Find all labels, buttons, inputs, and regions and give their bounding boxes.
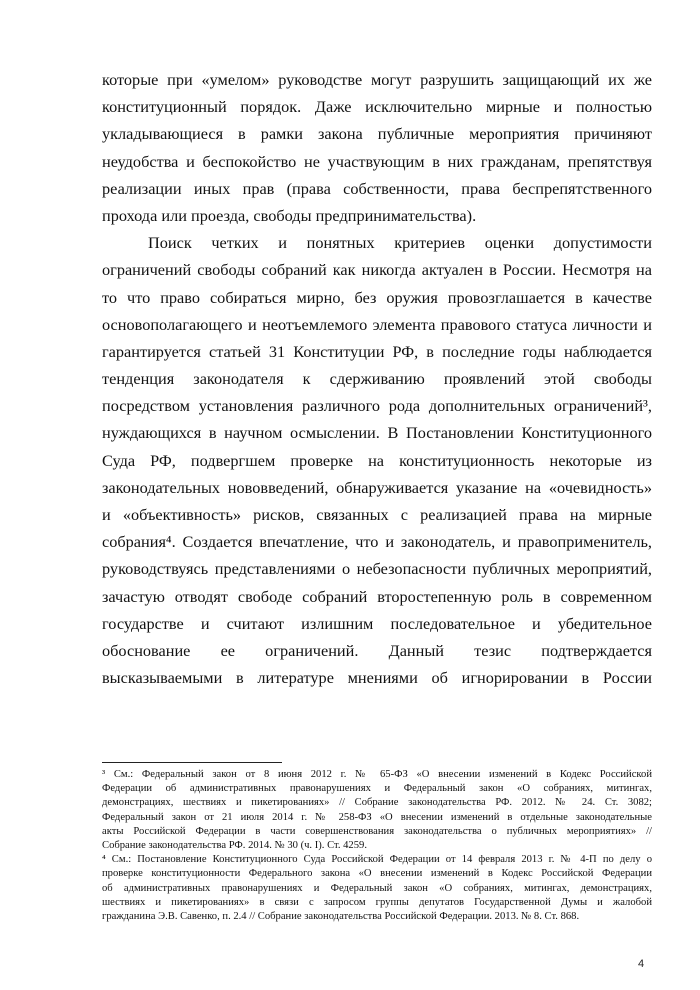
- body-line: руководствуясь представлениями о небезопасности публичных мероприятий,: [102, 559, 652, 579]
- body-line: ограничений свободы собраний как никогда актуален в России. Несмотря на: [102, 260, 652, 280]
- body-line: государстве и считают излишним последовательное и убедительное: [102, 613, 652, 633]
- body-line: тенденция законодателя к сдерживанию проявлений этой свободы: [102, 369, 652, 389]
- body-line: неудобства и беспокойство не участвующим в них гражданам, препятствуя: [102, 151, 652, 171]
- footnote-line: шествиях и пикетированиях» в связи с запросом группы депутатов Государственной Думы и жалобой: [102, 896, 652, 908]
- footnote-line: проверке конституционности Федерального закона «О внесении изменений в Кодекс Российской Федерации: [102, 868, 652, 880]
- body-text: [102, 66, 652, 691]
- body-line: основополагающего и неотъемлемого элемента правового статуса личности и: [102, 314, 652, 334]
- page-number: 4: [638, 958, 645, 970]
- body-line: конституционный порядок. Даже исключительно мирные и полностью: [102, 97, 652, 117]
- footnotes: [102, 768, 652, 924]
- body-line: которые при «умелом» руководстве могут разрушить защищающий их же: [102, 70, 652, 89]
- body-line: обоснование ее ограничений. Данный тезис подтверждается: [102, 640, 652, 660]
- body-line: Суда РФ, подвергшем проверке на конституционность некоторые из: [102, 450, 652, 470]
- footnote-line: акты Российской Федерации в части совершенствования законодательства о публичных мероприятиях» //: [102, 825, 652, 837]
- footnote-line: ³ См.: Федеральный закон от 8 июня 2012 г. № 65-ФЗ «О внесении изменений в Кодекс Российской: [102, 769, 652, 780]
- body-line: посредством установления различного рода дополнительных ограничений³,: [102, 396, 652, 416]
- body-line: зачастую отводят свободе собраний второстепенную роль в современном: [102, 586, 652, 606]
- body-line: Поиск четких и понятных критериев оценки допустимости: [148, 233, 652, 253]
- body-line: укладывающиеся в рамки закона публичные мероприятия причиняют: [102, 124, 652, 144]
- footnote-line: Федеральный закон от 21 июля 2014 г. № 258-ФЗ «О внесении изменений в отдельные законодательные: [102, 811, 652, 823]
- body-line: прохода или проезда, свободы предпринимательства).: [102, 205, 477, 225]
- footnote-line: Собрание законодательства РФ. 2014. № 30 (ч. I). Ст. 4259.: [102, 839, 367, 851]
- body-line: то что право собираться мирно, без оружия провозглашается в качестве: [102, 287, 652, 307]
- footnote-line: ⁴ См.: Постановление Конституционного Суда Российской Федерации от 14 февраля 2013 г. № 4-П по делу о: [102, 854, 652, 866]
- body-line: высказываемыми в литературе мнениями об игнорировании в России: [102, 668, 652, 688]
- body-line: нуждающихся в научном осмыслении. В Постановлении Конституционного: [102, 423, 652, 443]
- footnote-separator: [102, 762, 282, 763]
- body-line: собрания⁴. Создается впечатление, что и законодатель, и правоприменитель,: [102, 532, 652, 552]
- footnote-line: об административных правонарушениях и Федеральный закон «О собраниях, митингах, демонстрациях,: [102, 882, 652, 894]
- footnote-line: гражданина Э.В. Савенко, п. 2.4 // Собрание законодательства Российской Федерации. 2013. № 8. Ст. 868.: [102, 910, 580, 922]
- body-line: реализации иных прав (права собственности, права беспрепятственного: [102, 178, 652, 198]
- body-line: законодательных нововведений, обнаруживается указание на «очевидность»: [102, 477, 652, 497]
- footnote-line: Федерации об административных правонарушениях и Федеральный закон «О собраниях, митингах,: [102, 783, 652, 795]
- footnote-line: демонстрациях, шествиях и пикетированиях» // Собрание законодательства РФ. 2012. № 24. Ст. 3082;: [102, 797, 652, 809]
- body-line: и «объективность» рисков, связанных с реализацией права на мирные: [102, 505, 652, 524]
- body-line: гарантируется статьей 31 Конституции РФ, в последние годы наблюдается: [102, 341, 652, 361]
